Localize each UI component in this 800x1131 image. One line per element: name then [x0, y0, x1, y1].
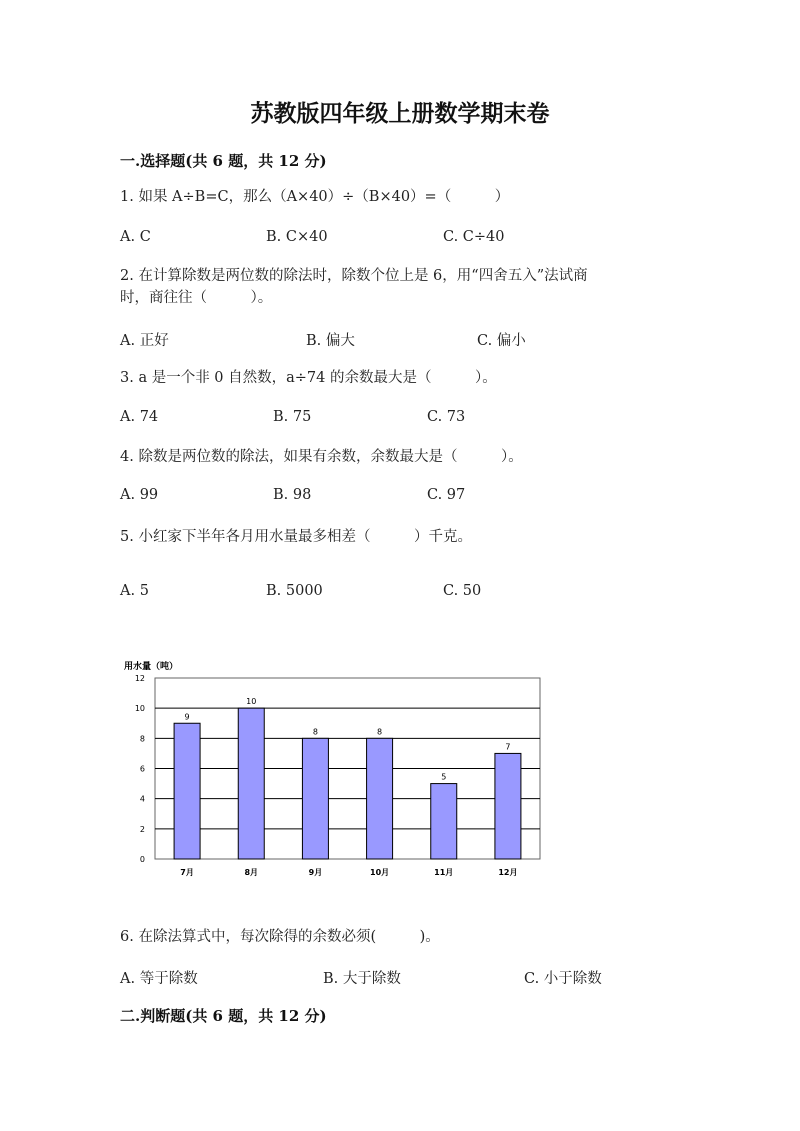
y-tick-label: 4 [139, 794, 145, 804]
question-2-option-c[interactable]: C. 偏小 [477, 333, 526, 349]
y-tick-label: 6 [139, 764, 145, 774]
question-5-option-c[interactable]: C. 50 [443, 583, 482, 599]
page-title: 苏教版四年级上册数学期末卷 [250, 100, 550, 127]
y-tick-label: 12 [134, 674, 145, 683]
bar [302, 738, 328, 859]
question-4-option-a[interactable]: A. 99 [120, 487, 159, 503]
question-5-option-a[interactable]: A. 5 [120, 583, 149, 599]
question-4-stem: 4. 除数是两位数的除法，如果有余数，余数最大是（ ）。 [120, 449, 523, 465]
bar [238, 708, 264, 859]
question-5-stem: 5. 小红家下半年各月用水量最多相差（ ）千克。 [120, 529, 472, 545]
bar [174, 723, 200, 859]
question-2-stem-line-2: 时，商往往（ ）。 [120, 290, 273, 306]
question-3-stem: 3. a 是一个非 0 自然数，a÷74 的余数最大是（ ）。 [120, 370, 497, 386]
x-tick-label: 12月 [498, 868, 518, 877]
question-1-stem: 1. 如果 A÷B=C，那么（A×40）÷（B×40）=（ ） [120, 189, 510, 205]
question-2-stem-line-1: 2. 在计算除数是两位数的除法时，除数个位上是 6，用“四舍五入”法试商 [120, 268, 588, 284]
question-6-option-b[interactable]: B. 大于除数 [323, 971, 401, 987]
y-axis-title: 用水量（吨） [124, 662, 179, 672]
water-usage-bar-chart [120, 655, 560, 885]
section-heading-choice: 一.选择题(共 6 题，共 12 分) [120, 152, 327, 170]
section-heading-judgement: 二.判断题(共 6 题，共 12 分) [120, 1007, 327, 1025]
question-3-option-b[interactable]: B. 75 [273, 409, 312, 425]
question-4-option-c[interactable]: C. 97 [427, 487, 466, 503]
y-tick-label: 0 [139, 855, 145, 864]
y-tick-label: 2 [139, 824, 145, 834]
x-tick-label: 10月 [370, 868, 390, 877]
y-tick-label: 10 [134, 704, 145, 714]
bar [495, 753, 521, 859]
x-tick-label: 9月 [308, 868, 323, 877]
bar-data-label: 8 [377, 727, 383, 737]
question-6-option-c[interactable]: C. 小于除数 [524, 971, 602, 987]
bar [367, 738, 393, 859]
y-tick-label: 8 [139, 734, 145, 744]
question-4-option-b[interactable]: B. 98 [273, 487, 312, 503]
x-tick-label: 8月 [244, 868, 259, 877]
x-tick-label: 11月 [434, 868, 454, 877]
bar-data-label: 8 [312, 727, 318, 737]
question-1-option-c[interactable]: C. C÷40 [443, 229, 505, 245]
bar-data-label: 7 [505, 742, 511, 752]
question-3-option-a[interactable]: A. 74 [120, 409, 159, 425]
question-2-option-b[interactable]: B. 偏大 [306, 333, 355, 349]
bar [431, 784, 457, 859]
question-1-option-b[interactable]: B. C×40 [266, 229, 328, 245]
question-3-option-c[interactable]: C. 73 [427, 409, 466, 425]
bar-data-label: 9 [184, 712, 190, 722]
question-6-stem: 6. 在除法算式中，每次除得的余数必须( )。 [120, 929, 440, 945]
question-5-option-b[interactable]: B. 5000 [266, 583, 323, 599]
bar-data-label: 10 [246, 697, 257, 707]
bar-data-label: 5 [441, 772, 447, 782]
question-6-option-a[interactable]: A. 等于除数 [120, 971, 198, 987]
question-1-option-a[interactable]: A. C [120, 229, 151, 245]
question-2-option-a[interactable]: A. 正好 [120, 333, 169, 349]
x-tick-label: 7月 [180, 868, 194, 877]
